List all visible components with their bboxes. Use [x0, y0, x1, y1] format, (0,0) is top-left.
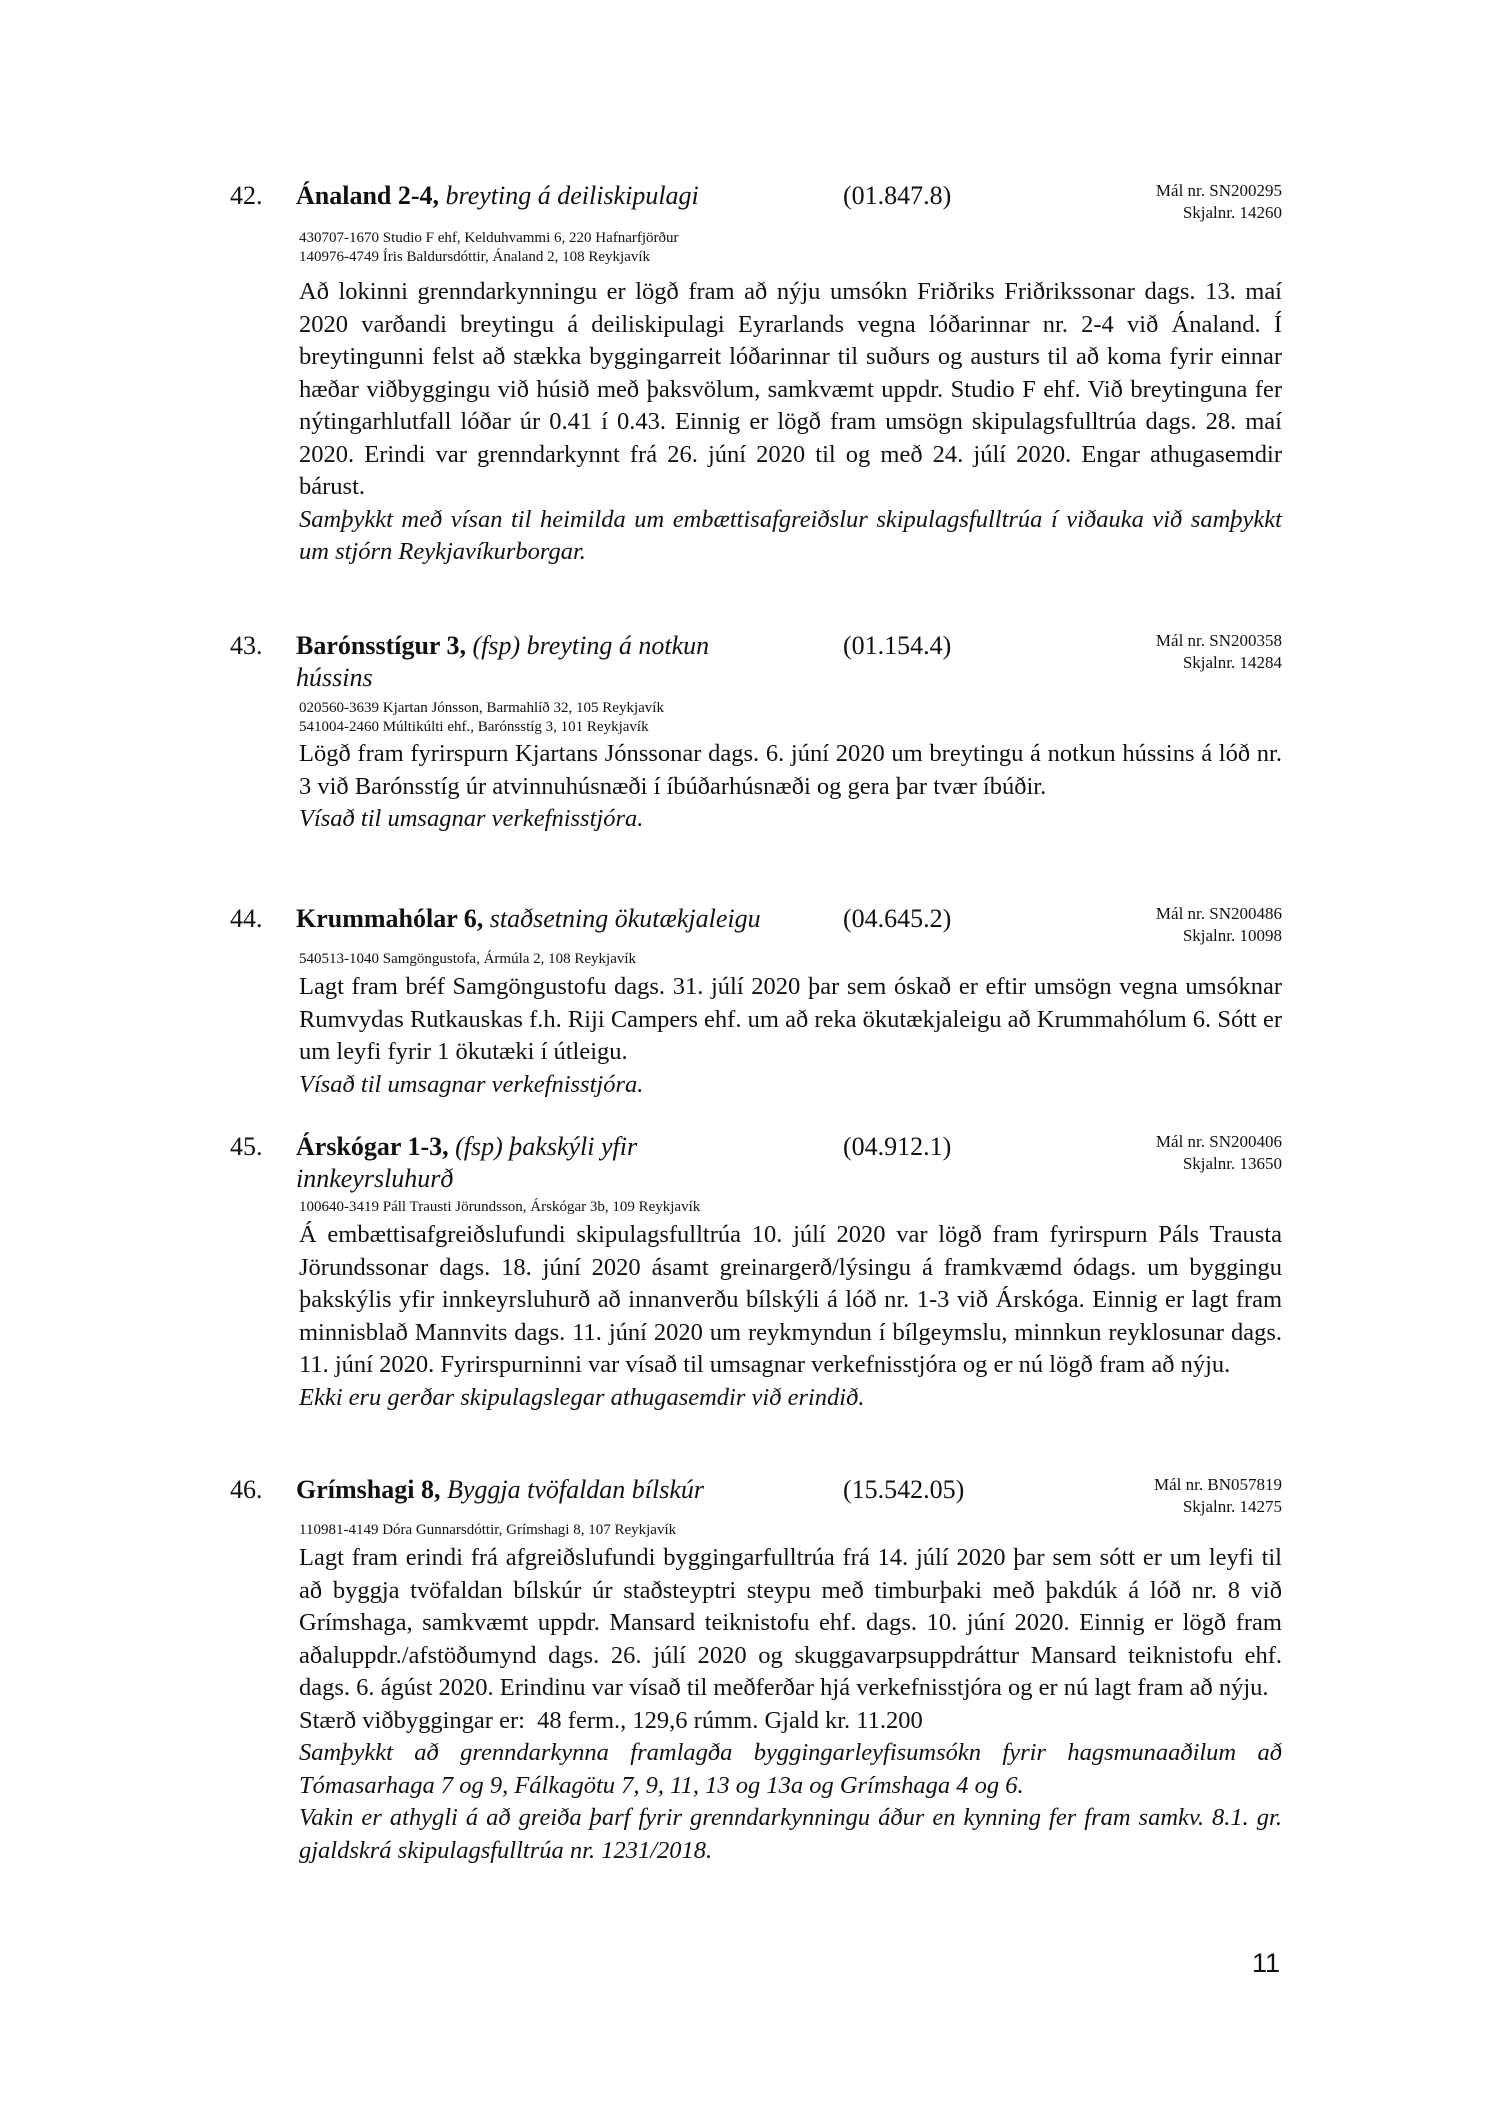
applicant-list — [299, 229, 679, 267]
item-resolution: Vísað til umsagnar verkefnisstjóra. — [299, 1070, 644, 1098]
case-number: Mál nr. BN057819 — [1154, 1475, 1282, 1494]
item-reference — [1154, 1474, 1282, 1518]
item-land-code: (15.542.05) — [843, 1475, 965, 1504]
item-body — [299, 1219, 1282, 1414]
item-text: Að lokinni grenndarkynningu er lögð fram að nýju umsókn Friðriks Friðrikssonar dags. 13. maí 2020 varðandi breytingu á deiliskipulagi Eyrarlands vegna lóðarinnar nr. 2-4 við Ánaland. Í breytingunni felst að stækka byggingarreit lóðarinnar til suðurs og austurs til að koma fyrir einnar hæðar viðbyggingu við húsið með þaksvölum, samkvæmt uppdr. Studio F ehf. Við breytinguna fer nýtingarhlutfall lóðar úr 0.41 í 0.43. Einnig er lögð fram umsögn skipulagsfulltrúa dags. 28. maí 2020. Erindi var grenndarkynnt frá 26. júní 2020 til og með 24. júlí 2020. Engar athugasemdir bárust. — [299, 278, 1282, 500]
item-description: breyting á deiliskipulagi — [445, 181, 699, 210]
case-number: Mál nr. SN200295 — [1155, 181, 1282, 200]
item-title — [296, 180, 816, 212]
applicant: 541004-2460 Múltikúlti ehf., Barónsstíg 3, 101 Reykjavík — [299, 719, 649, 735]
item-body — [299, 1542, 1282, 1867]
item-address: Árskógar 1-3, — [296, 1132, 449, 1161]
item-reference — [1156, 630, 1282, 674]
item-resolution: Vísað til umsagnar verkefnisstjóra. — [299, 805, 644, 832]
item-number: 43. — [230, 631, 263, 660]
item-title — [296, 903, 856, 935]
item-land-code: (04.645.2) — [843, 904, 952, 933]
applicant: 540513-1040 Samgöngustofa, Ármúla 2, 108 Reykjavík — [299, 951, 637, 967]
item-reference — [1156, 1131, 1282, 1175]
document-number: Skjalnr. 10098 — [1182, 926, 1282, 945]
item-resolution: Ekki eru gerðar skipulagslegar athugasemdir við erindið. — [299, 1383, 865, 1411]
applicant: 100640-3419 Páll Trausti Jörundsson, Árskógar 3b, 109 Reykjavík — [299, 1199, 701, 1215]
document-number: Skjalnr. 14260 — [1182, 203, 1282, 222]
item-reference — [1156, 180, 1282, 224]
item-description: (fsp) þakskýli yfir innkeyrsluhurð — [296, 1132, 638, 1193]
item-fee-line: Stærð viðbyggingar er: 48 ferm., 129,6 rúmm. Gjald kr. 11.200 — [299, 1706, 923, 1734]
item-description: Byggja tvöfaldan bílskúr — [446, 1475, 705, 1504]
applicant: 020560-3639 Kjartan Jónsson, Barmahlíð 32, 105 Reykjavík — [299, 700, 664, 716]
applicant: 110981-4149 Dóra Gunnarsdóttir, Grímshagi 8, 107 Reykjavík — [299, 1522, 677, 1538]
item-text: Lagt fram erindi frá afgreiðslufundi byggingarfulltrúa frá 14. júlí 2020 þar sem sótt er um leyfi til að byggja tvöfaldan bílskúr úr staðsteyptri steypu með timburþaki með þakdúk á lóð nr. 8 við Grímshaga, samkvæmt uppdr. Mansard teiknistofu ehf. dags. 10. júní 2020. Einnig er lögð fram aðaluppdr./afstöðumynd dags. 26. júlí 2020 og skuggavarpsuppdráttur Mansard teiknistofu ehf. dags. 6. ágúst 2020. Erindinu var vísað til meðferðar hjá verkefnisstjóra og er nú lagt fram að nýju. — [299, 1544, 1282, 1701]
item-description: (fsp) breyting á notkun hússins — [296, 631, 710, 692]
item-land-code: (01.154.4) — [843, 631, 952, 660]
item-description: staðsetning ökutækjaleigu — [489, 904, 761, 933]
item-text: Lagt fram bréf Samgöngustofu dags. 31. júlí 2020 þar sem óskað er eftir umsögn vegna umsóknar Rumvydas Rutkauskas f.h. Riji Campers ehf. um að reka ökutækjaleigu að Krummahólum 6. Sótt er um leyfi fyrir 1 ökutæki í útleigu. — [299, 973, 1282, 1065]
case-number: Mál nr. SN200406 — [1155, 1132, 1282, 1151]
applicant: 430707-1670 Studio F ehf, Kelduhvammi 6, 220 Hafnarfjörður — [299, 230, 679, 246]
item-number: 44. — [230, 904, 263, 933]
document-number: Skjalnr. 14284 — [1182, 653, 1282, 672]
item-body — [299, 971, 1282, 1101]
item-address: Grímshagi 8, — [296, 1475, 441, 1504]
item-body — [299, 276, 1282, 569]
item-note: Vakin er athygli á að greiða þarf fyrir grenndarkynningu áður en kynning fer fram samkv. 8.1. gr. gjaldskrá skipulagsfulltrúa nr. 1231/2018. — [299, 1804, 1282, 1864]
page-number: 11 — [1252, 1948, 1281, 1978]
item-address: Ánaland 2-4, — [296, 181, 440, 210]
item-address: Krummahólar 6, — [296, 904, 484, 933]
item-resolution: Samþykkt að grenndarkynna framlagða byggingarleyfisumsókn fyrir hagsmunaaðilum að Tómasarhaga 7 og 9, Fálkagötu 7, 9, 11, 13 og 13a og Grímshaga 4 og 6. — [299, 1739, 1282, 1799]
item-text: Á embættisafgreiðslufundi skipulagsfulltrúa 10. júlí 2020 var lögð fram fyrirspurn Páls Trausta Jörundssonar dags. 18. júní 2020 ásamt greinargerð/lýsingu á framkvæmd ódags. um byggingu þakskýlis yfir innkeyrsluhurð að innanverðu bílskýli á lóð nr. 1-3 við Árskóga. Einnig er lagt fram minnisblað Mannvits dags. 11. júní 2020 um reykmyndun í bílgeymslu, minnkun reyklosunar dags. 11. júní 2020. Fyrirspurninni var vísað til umsagnar verkefnisstjóra og er nú lögð fram að nýju. — [299, 1221, 1282, 1378]
item-title — [296, 1131, 716, 1195]
item-reference — [1156, 903, 1282, 947]
item-address: Barónsstígur 3, — [296, 631, 466, 660]
item-number: 42. — [230, 181, 263, 210]
item-title — [296, 1474, 856, 1506]
applicant: 140976-4749 Íris Baldursdóttir, Ánaland 2, 108 Reykjavík — [299, 249, 651, 265]
item-number: 45. — [230, 1132, 263, 1161]
item-land-code: (04.912.1) — [843, 1132, 952, 1161]
document-number: Skjalnr. 14275 — [1182, 1497, 1282, 1516]
case-number: Mál nr. SN200486 — [1155, 904, 1282, 923]
applicant-list — [299, 1521, 676, 1540]
applicant-list — [299, 1198, 700, 1217]
applicant-list — [299, 699, 664, 737]
item-text: Lögð fram fyrirspurn Kjartans Jónssonar dags. 6. júní 2020 um breytingu á notkun hússins á lóð nr. 3 við Barónsstíg úr atvinnuhúsnæði í íbúðarhúsnæði og gera þar tvær íbúðir. — [299, 740, 1282, 800]
item-number: 46. — [230, 1475, 263, 1504]
item-title — [296, 630, 786, 694]
case-number: Mál nr. SN200358 — [1155, 631, 1282, 650]
item-land-code: (01.847.8) — [843, 181, 952, 210]
item-body — [299, 738, 1282, 836]
item-resolution: Samþykkt með vísan til heimilda um embættisafgreiðslur skipulagsfulltrúa í viðauka við samþykkt um stjórn Reykjavíkurborgar. — [299, 505, 1282, 565]
document-number: Skjalnr. 13650 — [1182, 1154, 1282, 1173]
applicant-list — [299, 950, 636, 969]
